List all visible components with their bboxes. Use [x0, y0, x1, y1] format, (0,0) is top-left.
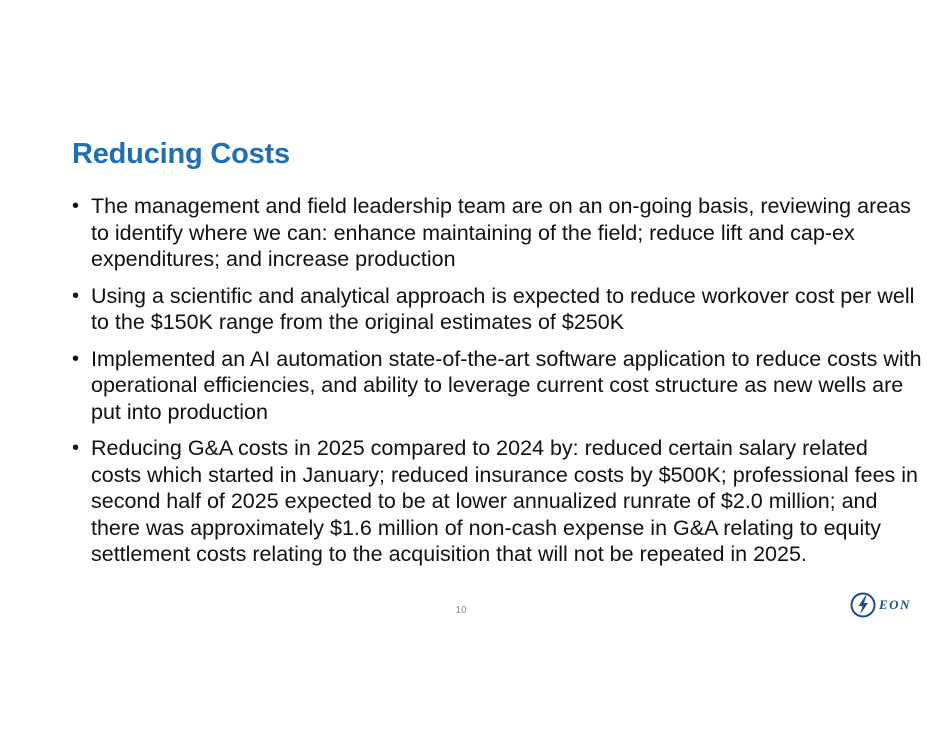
bullet-text: Using a scientific and analytical approach is expected to reduce workover cost per well to the $150K range from the original estimates of $250K [91, 283, 915, 334]
bullet-item-1 [72, 193, 922, 273]
bullet-marker: • [72, 347, 80, 370]
bullet-text: Reducing G&A costs in 2025 compared to 2024 by: reduced certain salary related costs which started in January; reduced insurance costs by $500K; professional fees in second half of 2025 expected to be at lower annualized runrate of $2.0 million; and there was approximately $1.6 million of non-cash expense in G&A relating to equity settlement costs relating to the acquisition that will not be repeated in 2025. [91, 436, 919, 566]
logo-text: EON [879, 597, 911, 612]
lightning-globe-icon [850, 592, 876, 618]
slide-title: Reducing Costs [72, 138, 290, 170]
bullet-text: The management and field leadership team are on an on-going basis, reviewing areas to identify where we can: enhance maintaining of the field; reduce lift and cap-ex expenditures; and increase production [91, 194, 911, 271]
bullet-marker: • [72, 195, 80, 217]
page-number: 10 [455, 605, 467, 616]
company-logo [850, 590, 922, 620]
bullet-marker: • [72, 437, 80, 459]
bullet-list [72, 193, 922, 578]
bullet-item-2 [72, 283, 922, 336]
bullet-item-4 [72, 435, 922, 568]
bullet-marker: • [72, 284, 80, 307]
bullet-item-3 [72, 346, 922, 426]
bullet-text: Implemented an AI automation state-of-the-art software application to reduce costs with operational efficiencies, and ability to leverage current cost structure as new wells are put into production [91, 346, 922, 424]
